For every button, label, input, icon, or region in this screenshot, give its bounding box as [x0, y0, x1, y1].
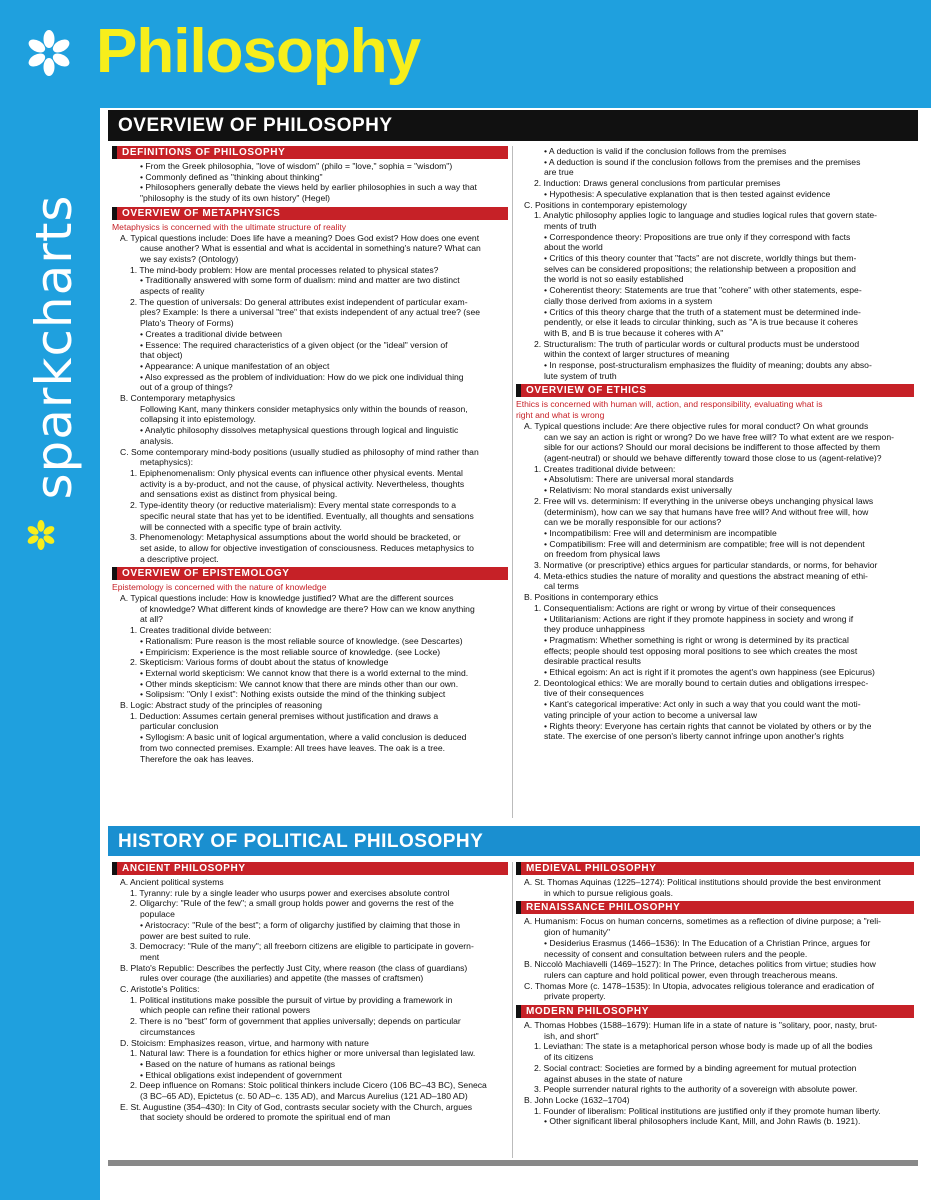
text-line: circumstances [140, 1026, 195, 1037]
text-line: state. The exercise of one person's liberty cannot infringe upon another's rights [544, 731, 844, 742]
text-line: set aside, to allow for objective investigation of consciousness. Reduces metaphysics to [140, 542, 474, 553]
text-line: the world is not so easily established [544, 274, 684, 285]
text-line: 1. Creates traditional divide between: [534, 463, 676, 474]
text-line: necessity of consent and consultation between rulers and the people. [544, 948, 808, 959]
overview-banner: OVERVIEW OF PHILOSOPHY [108, 110, 918, 141]
text-line: in which to pursue religious goals. [544, 887, 673, 898]
section-heading: MODERN PHILOSOPHY [516, 1005, 914, 1018]
text-line: populace [140, 909, 175, 920]
text-line: • Utilitarianism: Actions are right if they promote happiness in society and wrong if [544, 613, 854, 624]
text-line: • Empiricism: Experience is the most reliable source of knowledge. (see Locke) [140, 646, 441, 657]
text-line: specific neural state that has yet to be identified. Eventually, all thoughts and sensations [140, 510, 474, 521]
ethics-body [516, 421, 914, 742]
text-line: • Essence: The required characteristics of a given object (or the "ideal" version of [140, 339, 448, 350]
text-line: • A deduction is sound if the conclusion follows from the premises and the premises [544, 156, 861, 167]
medieval-body [516, 877, 914, 898]
text-line: A. St. Thomas Aquinas (1225–1274): Political institutions should provide the best environment [524, 877, 881, 887]
text-line: can we say an action is right or wrong? Do we have free will? To what extent are we respon- [544, 431, 894, 442]
text-line: C. Some contemporary mind-body positions (usually studied as philosophy of mind rather than [120, 446, 479, 457]
text-line: ment [140, 951, 160, 962]
asterisk-brand-icon [26, 520, 56, 550]
text-line: • In response, post-structuralism emphasizes the fluidity of meaning; doubts any abso- [544, 360, 872, 371]
text-line: 1. Analytic philosophy applies logic to language and studies logical rules that govern state- [534, 210, 878, 221]
text-line: • Relativism: No moral standards exist universally [544, 485, 732, 496]
text-line: A. Ancient political systems [120, 877, 224, 887]
text-line: effects; people should test opposing moral positions to see which creates the most [544, 645, 858, 656]
text-line: B. Contemporary metaphysics [120, 393, 236, 404]
text-line: • Ethical obligations exist independent of government [140, 1069, 342, 1080]
text-line: 3. Democracy: "Rule of the many"; all freeborn citizens are eligible to participate in govern- [130, 941, 474, 952]
text-line: • Correspondence theory: Propositions are true only if they correspond with facts [544, 231, 851, 242]
text-line: power are best suited to rule. [140, 930, 251, 941]
text-line: • Incompatibilism: Free will and determinism are incompatible [544, 527, 777, 538]
text-line: "philosophy is the study of its own history" (Hegel) [140, 193, 330, 204]
text-line: that society should be ordered to promote the spiritual end of man [140, 1112, 391, 1123]
text-line: • Kant's categorical imperative: Act only in such a way that you could want the moti- [544, 699, 861, 710]
section-heading: RENAISSANCE PHILOSOPHY [516, 901, 914, 914]
text-line: • Solipsism: "Only I exist": Nothing exists outside the mind of the thinking subject [140, 689, 446, 700]
text-line: • Rationalism: Pure reason is the most reliable source of knowledge. (see Descartes) [140, 635, 463, 646]
text-line: • Hypothesis: A speculative explanation that is then tested against evidence [544, 188, 831, 199]
text-line: 1. Leviathan: The state is a metaphorical person whose body is made up of all the bodies [534, 1041, 873, 1052]
text-line: (agent-neutral) or should we behave differently toward those close to us (agent-relative)? [544, 452, 882, 463]
text-line: desirable practical results [544, 656, 641, 667]
text-line: 2. Structuralism: The truth of particular words or cultural products must be understood [534, 338, 860, 349]
text-line: 1. Creates traditional divide between: [130, 625, 272, 636]
right-column-overview [516, 146, 914, 818]
text-line: 2. Free will vs. determinism: If everything in the universe obeys unchanging physical laws [534, 495, 874, 506]
text-line: are true [544, 167, 574, 178]
text-line: against abuses in the state of nature [544, 1073, 683, 1084]
ancient-body [112, 877, 508, 1123]
text-line: 1. The mind-body problem: How are mental processes related to physical states? [130, 264, 439, 275]
text-line: 2. The question of universals: Do general attributes exist independent of particular exam- [130, 296, 468, 307]
text-line: (3 BC–65 AD), Epictetus (c. 50 AD–c. 135 AD), and Marcus Aurelius (121 AD–180 AD) [140, 1091, 468, 1102]
text-line: 2. There is no "best" form of government that applies universally; depends on particular [130, 1016, 461, 1027]
text-line: • Traditionally answered with some form of dualism: mind and matter are two distinct [140, 275, 460, 286]
text-line: E. St. Augustine (354–430): In City of God, contrasts secular society with the Church, argues [120, 1101, 473, 1112]
text-line: • Aristocracy: "Rule of the best"; a form of oligarchy justified by claiming that those in [140, 919, 461, 930]
text-line: A. Typical questions include: How is knowledge justified? What are the different sources [120, 593, 454, 604]
epistemology-continued-body [516, 146, 914, 381]
text-line: • Based on the nature of humans as rational beings [140, 1058, 336, 1069]
section-heading: DEFINITIONS OF PHILOSOPHY [112, 146, 508, 159]
modern-body [516, 1020, 914, 1127]
text-line: • Other significant liberal philosophers include Kant, Mill, and John Rawls (b. 1921). [544, 1116, 861, 1127]
text-line: • Rights theory: Everyone has certain rights that cannot be violated by others or by the [544, 720, 872, 731]
text-line: 1. Political institutions make possible the pursuit of virtue by providing a framework in [130, 994, 453, 1005]
text-line: • From the Greek philosophia, "love of wisdom" (philo = "love," sophia = "wisdom") [140, 161, 453, 171]
text-line: • Creates a traditional divide between [140, 328, 283, 339]
left-column-history [112, 862, 508, 1162]
text-line: pendently, or else it leads to circular thinking, such as "A is true because it coheres [544, 317, 858, 328]
section-heading: OVERVIEW OF METAPHYSICS [112, 207, 508, 220]
history-banner: HISTORY OF POLITICAL PHILOSOPHY [108, 826, 920, 856]
text-line: tive of their consequences [544, 688, 644, 699]
text-line: ish, and short" [544, 1030, 599, 1041]
text-line: C. Aristotle's Politics: [120, 984, 200, 995]
text-line: 1. Tyranny: rule by a single leader who usurps power and exercises absolute control [130, 887, 450, 898]
text-line: particular conclusion [140, 721, 219, 732]
text-line: • Also expressed as the problem of individuation: How do we pick one individual thing [140, 371, 464, 382]
text-line: of knowledge? What different kinds of knowledge are there? How can we know anything [140, 603, 475, 614]
text-line: which people can refine their rational powers [140, 1005, 311, 1016]
brand-vertical [24, 170, 83, 530]
section-heading: OVERVIEW OF EPISTEMOLOGY [112, 567, 508, 580]
text-line: aspects of reality [140, 286, 205, 297]
text-line: of its citizens [544, 1052, 594, 1063]
section-intro: Ethics is concerned with human will, action, and responsibility, evaluating what is [516, 399, 823, 410]
text-line: C. Positions in contemporary epistemology [524, 199, 687, 210]
text-line: cause another? What is essential and what is accidental in something's nature? What can [140, 243, 481, 254]
metaphysics-body [112, 233, 508, 565]
asterisk-logo-icon [26, 30, 72, 76]
column-divider [512, 146, 513, 818]
text-line: • A deduction is valid if the conclusion follows from the premises [544, 146, 787, 156]
text-line: 2. Deontological ethics: We are morally bound to certain duties and obligations irrespec- [534, 677, 869, 688]
text-line: • Critics of this theory charge that the truth of a statement must be determined inde- [544, 306, 861, 317]
text-line: B. Logic: Abstract study of the principles of reasoning [120, 700, 323, 711]
text-line: • Compatibilism: Free will and determinism are compatible; free will is not dependent [544, 538, 865, 549]
text-line: from two connected premises. Example: All trees have leaves. The oak is a tree. [140, 742, 446, 753]
text-line: • Philosophers generally debate the views held by earlier philosophies in such a way that [140, 182, 477, 193]
text-line: gion of humanity" [544, 927, 611, 938]
text-line: cal terms [544, 581, 579, 592]
text-line: selves can be considered propositions; the relationship between a proposition and [544, 263, 856, 274]
text-line: Following Kant, many thinkers consider metaphysics only within the bounds of reason, [140, 403, 468, 414]
text-line: A. Typical questions include: Are there objective rules for moral conduct? On what grounds [524, 420, 869, 431]
section-heading: OVERVIEW OF ETHICS [516, 384, 914, 397]
text-line: ments of truth [544, 220, 597, 231]
text-line: can we be morally responsible for our actions? [544, 517, 722, 528]
text-line: (determinism), how can we say that humans have free will? And without free will, how [544, 506, 869, 517]
text-line: 1. Founder of liberalism: Political institutions are justified only if they promote human liberty. [534, 1105, 881, 1116]
text-line: ples? Example: Is there a universal "tree" that exists independent of any actual tree? (see [140, 307, 481, 318]
epistemology-body [112, 593, 508, 764]
right-column-history [516, 862, 914, 1162]
column-divider [512, 862, 513, 1158]
section-intro: Metaphysics is concerned with the ultimate structure of reality [112, 221, 347, 232]
text-line: private property. [544, 991, 606, 1002]
left-column-overview [112, 146, 508, 818]
text-line: 3. Normative (or prescriptive) ethics argues for particular standards, or norms, for behavior [534, 560, 878, 571]
text-line: we say exists? (Ontology) [140, 253, 239, 264]
text-line: Plato's Theory of Forms) [140, 318, 234, 329]
text-line: • Appearance: A unique manifestation of an object [140, 360, 330, 371]
bottom-rule [108, 1160, 918, 1166]
text-line: activity is a by-product, and not the cause, of physical activity. Nevertheless, thoughts [140, 478, 465, 489]
text-line: collapsing it into epistemology. [140, 414, 256, 425]
text-line: out of a group of things? [140, 382, 233, 393]
text-line: • Analytic philosophy dissolves metaphysical questions through logical and linguistic [140, 425, 459, 436]
text-line: D. Stoicism: Emphasizes reason, virtue, and harmony with nature [120, 1037, 369, 1048]
text-line: a descriptive project. [140, 553, 219, 564]
text-line: 2. Skepticism: Various forms of doubt about the status of knowledge [130, 657, 389, 668]
text-line: A. Thomas Hobbes (1588–1679): Human life in a state of nature is "solitary, poor, nasty, brut- [524, 1020, 878, 1031]
text-line: 1. Consequentialism: Actions are right or wrong by virtue of their consequences [534, 602, 836, 613]
text-line: 3. People surrender natural rights to the authority of a sovereign with absolute power. [534, 1084, 858, 1095]
section-heading: MEDIEVAL PHILOSOPHY [516, 862, 914, 875]
text-line: B. John Locke (1632–1704) [524, 1094, 630, 1105]
text-line: • Other minds skepticism: We cannot know that there are minds other than our own. [140, 678, 459, 689]
text-line: A. Humanism: Focus on human concerns, sometimes as a reflection of divine purpose; a "reli- [524, 916, 881, 927]
text-line: metaphysics): [140, 457, 194, 468]
text-line: B. Plato's Republic: Describes the perfectly Just City, where reason (the class of guardians) [120, 962, 468, 973]
text-line: • Critics of this theory counter that "facts" are not discrete, worldly things but them- [544, 253, 857, 264]
text-line: with B, and B is true because it coheres with A" [544, 327, 724, 338]
text-line: 4. Meta-ethics studies the nature of morality and questions the abstract meaning of ethi- [534, 570, 868, 581]
text-line: rules over courage (the auxiliaries) and appetite (the masses of craftsmen) [140, 973, 424, 984]
section-intro: right and what is wrong [516, 410, 605, 421]
text-line: • Absolutism: There are universal moral standards [544, 474, 734, 485]
text-line: lute system of truth [544, 370, 617, 381]
text-line: • Ethical egoism: An act is right if it promotes the agent's own happiness (see Epicurus) [544, 667, 875, 678]
text-line: 2. Type-identity theory (or reductive materialism): Every mental state corresponds to a [130, 500, 457, 511]
text-line: B. Niccolò Machiavelli (1469–1527): In The Prince, detaches politics from virtue; studies how [524, 959, 876, 970]
text-line: will be connected with a specific type of brain activity. [140, 521, 342, 532]
text-line: • Commonly defined as "thinking about thinking" [140, 171, 323, 182]
text-line: • Pragmatism: Whether something is right or wrong is determined by its practical [544, 634, 849, 645]
text-line: they produce unhappiness [544, 624, 645, 635]
text-line: 1. Epiphenomenalism: Only physical events can influence other physical events. Mental [130, 467, 463, 478]
brand-text: sparkcharts [25, 194, 83, 500]
text-line: • Coherentist theory: Statements are true that "cohere" with other statements, espe- [544, 285, 862, 296]
text-line: that object) [140, 350, 183, 361]
text-line: vating principle of your action to become a universal law [544, 709, 758, 720]
text-line: 3. Phenomenology: Metaphysical assumptions about the world should be bracketed, or [130, 532, 461, 543]
text-line: • Desiderius Erasmus (1466–1536): In The Education of a Christian Prince, argues for [544, 937, 871, 948]
text-line: on freedom from physical laws [544, 549, 661, 560]
text-line: 1. Deduction: Assumes certain general premises without justification and draws a [130, 710, 439, 721]
text-line: Therefore the oak has leaves. [140, 753, 254, 764]
text-line: analysis. [140, 435, 174, 446]
text-line: 2. Deep influence on Romans: Stoic political thinkers include Cicero (106 BC–43 BC), Seneca [130, 1080, 487, 1091]
text-line: rulers can capture and hold political power, even through treacherous means. [544, 969, 838, 980]
text-line: C. Thomas More (c. 1478–1535): In Utopia, advocates religious tolerance and eradication of [524, 980, 874, 991]
text-line: and sensations exist as distinct from physical being. [140, 489, 338, 500]
section-intro: Epistemology is concerned with the nature of knowledge [112, 582, 327, 593]
text-line: 2. Social contract: Societies are formed by a binding agreement for mutual protection [534, 1062, 857, 1073]
page-title: Philosophy [96, 17, 421, 86]
text-line: • Syllogism: A basic unit of logical argumentation, where a valid conclusion is deduced [140, 732, 467, 743]
text-line: 1. Natural law: There is a foundation for ethics higher or more universal than legislated law. [130, 1048, 476, 1059]
text-line: sible for our actions? Should our moral decisions be indifferent to those affected by them [544, 442, 880, 453]
text-line: • External world skepticism: We cannot know that there is a world external to the mind. [140, 667, 469, 678]
section-heading: ANCIENT PHILOSOPHY [112, 862, 508, 875]
text-line: at all? [140, 614, 163, 625]
text-line: 2. Oligarchy: "Rule of the few"; a small group holds power and governs the rest of the [130, 898, 454, 909]
text-line: A. Typical questions include: Does life have a meaning? Does God exist? How does one event [120, 232, 480, 243]
text-line: about the world [544, 242, 603, 253]
renaissance-body [516, 916, 914, 1002]
text-line: within the context of larger structures of meaning [544, 349, 730, 360]
text-line: B. Positions in contemporary ethics [524, 592, 659, 603]
text-line: cially those derived from axioms in a system [544, 295, 713, 306]
text-line: 2. Induction: Draws general conclusions from particular premises [534, 178, 781, 189]
definitions-body [112, 161, 508, 204]
